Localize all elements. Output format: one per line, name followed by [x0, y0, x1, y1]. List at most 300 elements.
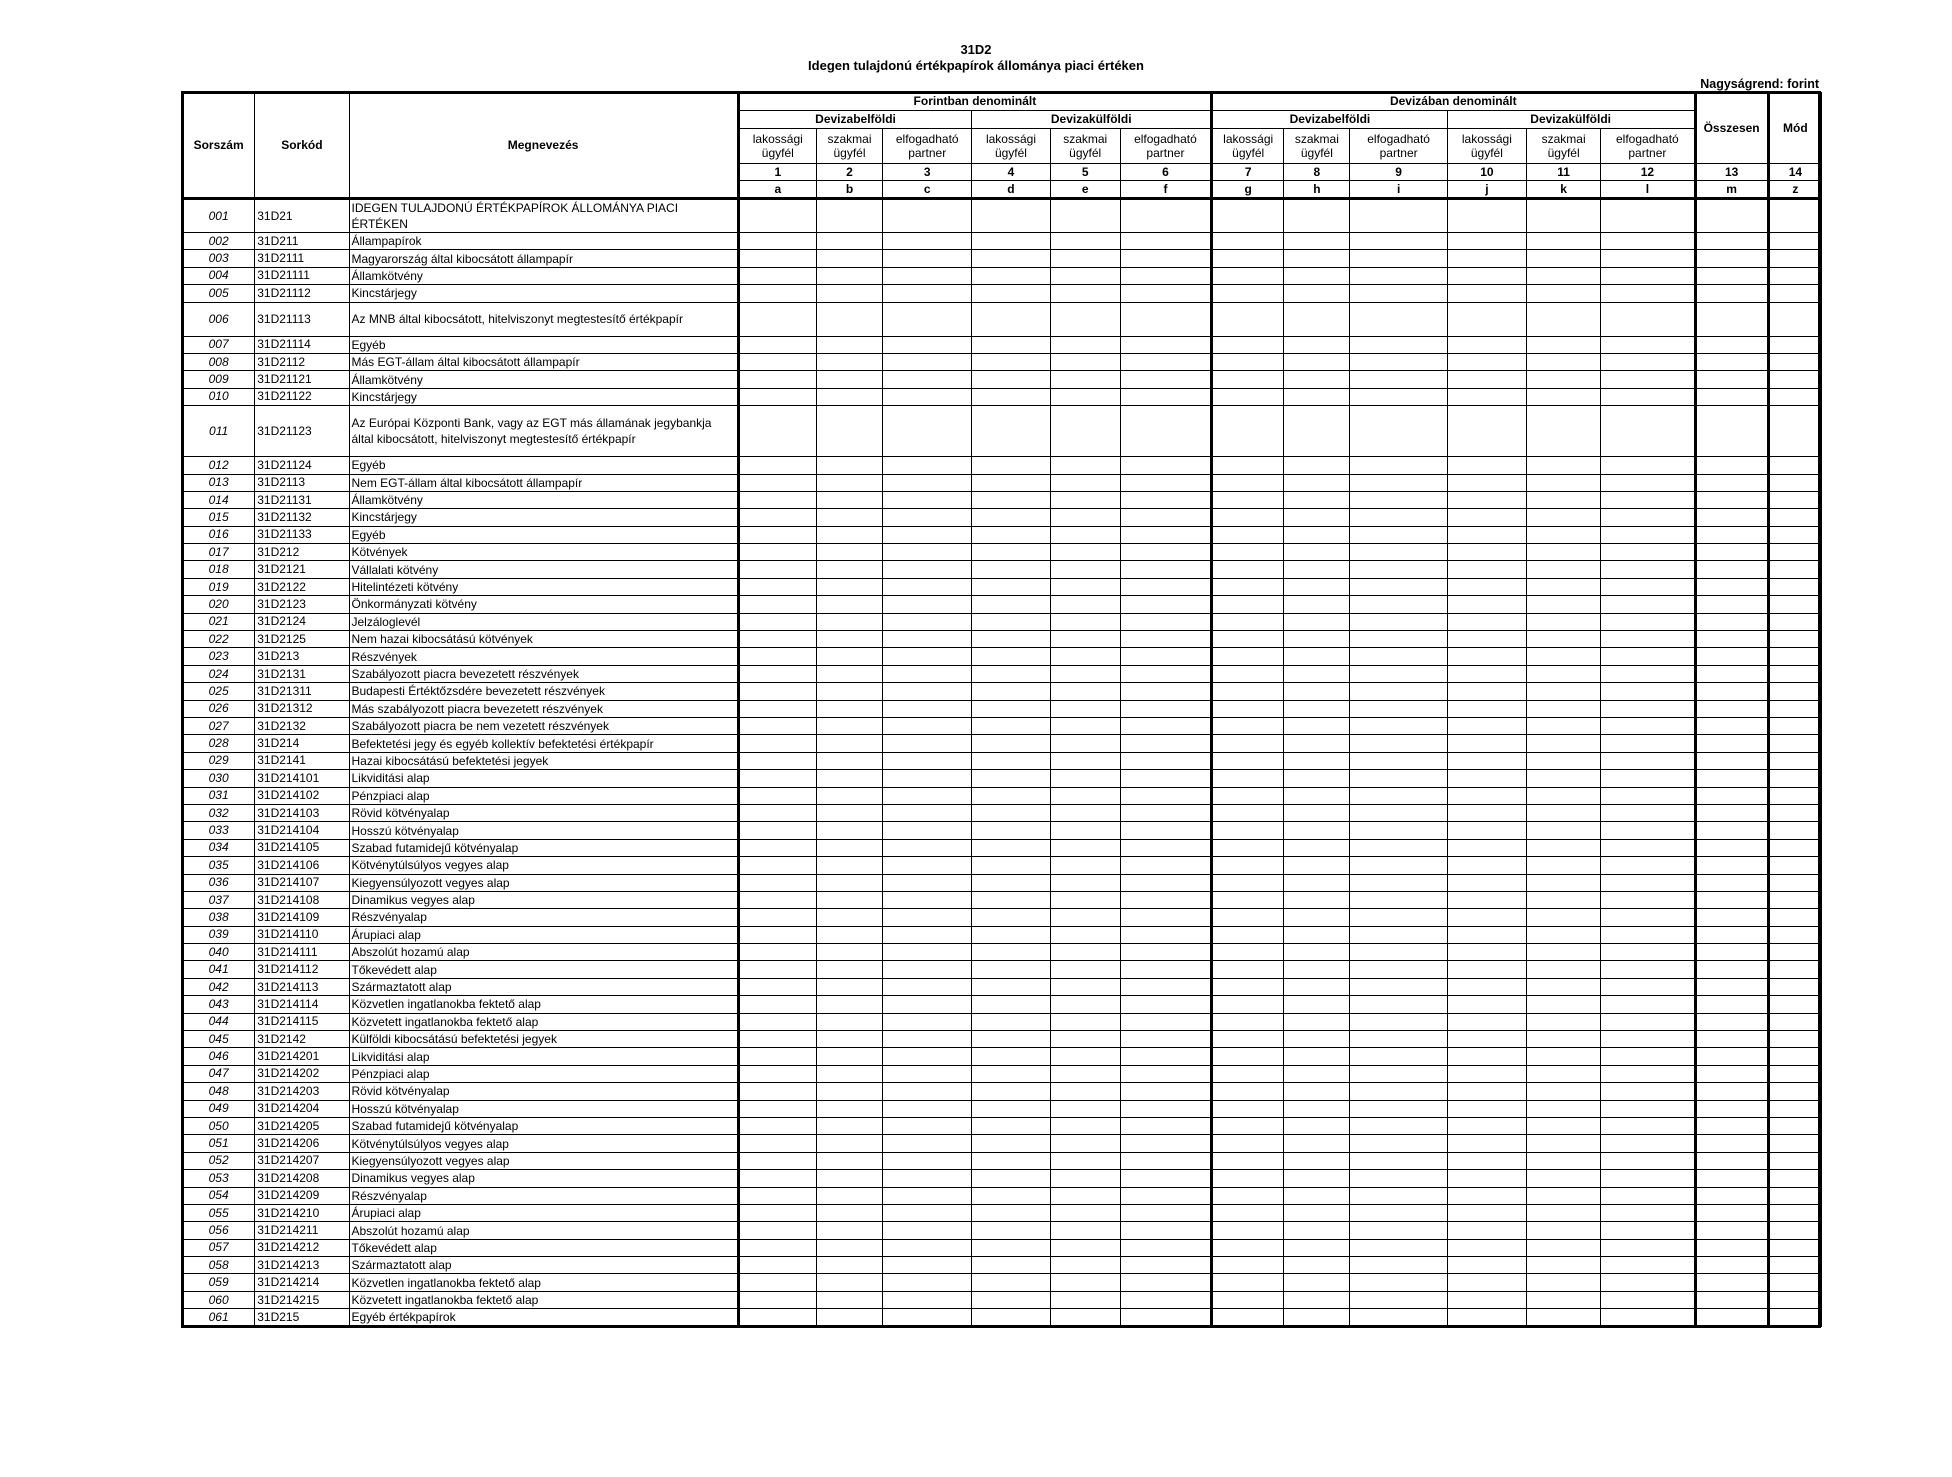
data-cell[interactable]	[1768, 1204, 1821, 1221]
data-cell[interactable]	[1601, 1065, 1695, 1082]
data-cell[interactable]	[738, 1291, 816, 1308]
data-cell[interactable]	[1284, 1152, 1350, 1169]
data-cell[interactable]	[738, 509, 816, 526]
data-cell[interactable]	[1447, 1274, 1526, 1291]
data-cell[interactable]	[1695, 491, 1768, 508]
data-cell[interactable]	[1120, 578, 1211, 595]
data-cell[interactable]	[816, 371, 882, 388]
data-cell[interactable]	[1050, 1031, 1120, 1048]
data-cell[interactable]	[1212, 1309, 1284, 1326]
data-cell[interactable]	[1350, 1135, 1447, 1152]
data-cell[interactable]	[1350, 353, 1447, 370]
data-cell[interactable]	[972, 336, 1050, 353]
data-cell[interactable]	[1527, 752, 1601, 769]
data-cell[interactable]	[1695, 1257, 1768, 1274]
data-cell[interactable]	[1527, 596, 1601, 613]
data-cell[interactable]	[816, 822, 882, 839]
data-cell[interactable]	[1768, 371, 1821, 388]
data-cell[interactable]	[816, 267, 882, 284]
data-cell[interactable]	[1695, 683, 1768, 700]
data-cell[interactable]	[1050, 596, 1120, 613]
data-cell[interactable]	[883, 613, 972, 630]
data-cell[interactable]	[1284, 353, 1350, 370]
data-cell[interactable]	[816, 891, 882, 908]
data-cell[interactable]	[1212, 787, 1284, 804]
data-cell[interactable]	[1768, 1257, 1821, 1274]
data-cell[interactable]	[738, 302, 816, 336]
data-cell[interactable]	[1120, 909, 1211, 926]
data-cell[interactable]	[1212, 267, 1284, 284]
data-cell[interactable]	[1050, 891, 1120, 908]
data-cell[interactable]	[1447, 909, 1526, 926]
data-cell[interactable]	[883, 561, 972, 578]
data-cell[interactable]	[1284, 874, 1350, 891]
data-cell[interactable]	[1447, 1257, 1526, 1274]
data-cell[interactable]	[816, 752, 882, 769]
data-cell[interactable]	[1601, 457, 1695, 474]
data-cell[interactable]	[883, 1031, 972, 1048]
data-cell[interactable]	[1695, 926, 1768, 943]
data-cell[interactable]	[816, 996, 882, 1013]
data-cell[interactable]	[1050, 1152, 1120, 1169]
data-cell[interactable]	[883, 874, 972, 891]
data-cell[interactable]	[1527, 509, 1601, 526]
data-cell[interactable]	[1284, 909, 1350, 926]
data-cell[interactable]	[883, 961, 972, 978]
data-cell[interactable]	[1601, 1117, 1695, 1134]
data-cell[interactable]	[1212, 474, 1284, 491]
data-cell[interactable]	[1120, 717, 1211, 734]
data-cell[interactable]	[1447, 613, 1526, 630]
data-cell[interactable]	[1050, 544, 1120, 561]
data-cell[interactable]	[1212, 406, 1284, 457]
data-cell[interactable]	[972, 1013, 1050, 1030]
data-cell[interactable]	[1695, 336, 1768, 353]
data-cell[interactable]	[1768, 336, 1821, 353]
data-cell[interactable]	[1447, 250, 1526, 267]
data-cell[interactable]	[1601, 735, 1695, 752]
data-cell[interactable]	[1527, 839, 1601, 856]
data-cell[interactable]	[1695, 1291, 1768, 1308]
data-cell[interactable]	[1447, 700, 1526, 717]
data-cell[interactable]	[738, 267, 816, 284]
data-cell[interactable]	[1284, 474, 1350, 491]
data-cell[interactable]	[883, 388, 972, 405]
data-cell[interactable]	[1601, 909, 1695, 926]
data-cell[interactable]	[1212, 1152, 1284, 1169]
data-cell[interactable]	[1120, 648, 1211, 665]
data-cell[interactable]	[972, 1274, 1050, 1291]
data-cell[interactable]	[1695, 1152, 1768, 1169]
data-cell[interactable]	[738, 735, 816, 752]
data-cell[interactable]	[1695, 1083, 1768, 1100]
data-cell[interactable]	[883, 804, 972, 821]
data-cell[interactable]	[883, 770, 972, 787]
data-cell[interactable]	[1527, 544, 1601, 561]
data-cell[interactable]	[1120, 1152, 1211, 1169]
data-cell[interactable]	[1350, 839, 1447, 856]
data-cell[interactable]	[1695, 1100, 1768, 1117]
data-cell[interactable]	[1601, 509, 1695, 526]
data-cell[interactable]	[738, 648, 816, 665]
data-cell[interactable]	[1527, 267, 1601, 284]
data-cell[interactable]	[1350, 526, 1447, 543]
data-cell[interactable]	[1050, 406, 1120, 457]
data-cell[interactable]	[1050, 1274, 1120, 1291]
data-cell[interactable]	[883, 491, 972, 508]
data-cell[interactable]	[1212, 1135, 1284, 1152]
data-cell[interactable]	[972, 509, 1050, 526]
data-cell[interactable]	[972, 1135, 1050, 1152]
data-cell[interactable]	[1120, 996, 1211, 1013]
data-cell[interactable]	[1050, 285, 1120, 302]
data-cell[interactable]	[1447, 770, 1526, 787]
data-cell[interactable]	[1447, 1239, 1526, 1256]
data-cell[interactable]	[1601, 631, 1695, 648]
data-cell[interactable]	[972, 578, 1050, 595]
data-cell[interactable]	[883, 665, 972, 682]
data-cell[interactable]	[1601, 1152, 1695, 1169]
data-cell[interactable]	[1447, 1291, 1526, 1308]
data-cell[interactable]	[738, 787, 816, 804]
data-cell[interactable]	[1350, 1065, 1447, 1082]
data-cell[interactable]	[1601, 406, 1695, 457]
data-cell[interactable]	[1768, 267, 1821, 284]
data-cell[interactable]	[1120, 406, 1211, 457]
data-cell[interactable]	[738, 336, 816, 353]
data-cell[interactable]	[883, 1013, 972, 1030]
data-cell[interactable]	[816, 631, 882, 648]
data-cell[interactable]	[1695, 1222, 1768, 1239]
data-cell[interactable]	[1768, 1152, 1821, 1169]
data-cell[interactable]	[1768, 353, 1821, 370]
data-cell[interactable]	[972, 1100, 1050, 1117]
data-cell[interactable]	[1050, 353, 1120, 370]
data-cell[interactable]	[1350, 199, 1447, 233]
data-cell[interactable]	[1447, 857, 1526, 874]
data-cell[interactable]	[1350, 978, 1447, 995]
data-cell[interactable]	[1601, 353, 1695, 370]
data-cell[interactable]	[1768, 285, 1821, 302]
data-cell[interactable]	[816, 1170, 882, 1187]
data-cell[interactable]	[972, 839, 1050, 856]
data-cell[interactable]	[738, 1257, 816, 1274]
data-cell[interactable]	[1350, 770, 1447, 787]
data-cell[interactable]	[738, 1065, 816, 1082]
data-cell[interactable]	[816, 613, 882, 630]
data-cell[interactable]	[1212, 613, 1284, 630]
data-cell[interactable]	[1447, 839, 1526, 856]
data-cell[interactable]	[1447, 648, 1526, 665]
data-cell[interactable]	[816, 839, 882, 856]
data-cell[interactable]	[1212, 909, 1284, 926]
data-cell[interactable]	[1527, 457, 1601, 474]
data-cell[interactable]	[972, 717, 1050, 734]
data-cell[interactable]	[883, 336, 972, 353]
data-cell[interactable]	[1447, 1309, 1526, 1326]
data-cell[interactable]	[1695, 978, 1768, 995]
data-cell[interactable]	[1120, 1031, 1211, 1048]
data-cell[interactable]	[1050, 526, 1120, 543]
data-cell[interactable]	[972, 996, 1050, 1013]
data-cell[interactable]	[1284, 285, 1350, 302]
data-cell[interactable]	[816, 1117, 882, 1134]
data-cell[interactable]	[1601, 1170, 1695, 1187]
data-cell[interactable]	[1447, 1031, 1526, 1048]
data-cell[interactable]	[1527, 909, 1601, 926]
data-cell[interactable]	[1212, 1083, 1284, 1100]
data-cell[interactable]	[816, 233, 882, 250]
data-cell[interactable]	[1212, 665, 1284, 682]
data-cell[interactable]	[883, 406, 972, 457]
data-cell[interactable]	[1447, 1135, 1526, 1152]
data-cell[interactable]	[883, 1222, 972, 1239]
data-cell[interactable]	[1527, 371, 1601, 388]
data-cell[interactable]	[1768, 1031, 1821, 1048]
data-cell[interactable]	[1527, 353, 1601, 370]
data-cell[interactable]	[1350, 1083, 1447, 1100]
data-cell[interactable]	[1284, 1031, 1350, 1048]
data-cell[interactable]	[738, 891, 816, 908]
data-cell[interactable]	[1284, 1117, 1350, 1134]
data-cell[interactable]	[816, 787, 882, 804]
data-cell[interactable]	[1601, 1031, 1695, 1048]
data-cell[interactable]	[1212, 526, 1284, 543]
data-cell[interactable]	[972, 250, 1050, 267]
data-cell[interactable]	[1284, 1065, 1350, 1082]
data-cell[interactable]	[972, 735, 1050, 752]
data-cell[interactable]	[1120, 285, 1211, 302]
data-cell[interactable]	[1768, 770, 1821, 787]
data-cell[interactable]	[1284, 700, 1350, 717]
data-cell[interactable]	[1527, 561, 1601, 578]
data-cell[interactable]	[1695, 822, 1768, 839]
data-cell[interactable]	[1768, 961, 1821, 978]
data-cell[interactable]	[972, 1083, 1050, 1100]
data-cell[interactable]	[972, 787, 1050, 804]
data-cell[interactable]	[972, 752, 1050, 769]
data-cell[interactable]	[1050, 1100, 1120, 1117]
data-cell[interactable]	[1768, 1170, 1821, 1187]
data-cell[interactable]	[1447, 509, 1526, 526]
data-cell[interactable]	[883, 1257, 972, 1274]
data-cell[interactable]	[883, 1065, 972, 1082]
data-cell[interactable]	[1447, 457, 1526, 474]
data-cell[interactable]	[1284, 752, 1350, 769]
data-cell[interactable]	[1601, 613, 1695, 630]
data-cell[interactable]	[816, 1031, 882, 1048]
data-cell[interactable]	[1695, 371, 1768, 388]
data-cell[interactable]	[1050, 491, 1120, 508]
data-cell[interactable]	[1120, 1222, 1211, 1239]
data-cell[interactable]	[972, 1239, 1050, 1256]
data-cell[interactable]	[1768, 735, 1821, 752]
data-cell[interactable]	[1120, 1117, 1211, 1134]
data-cell[interactable]	[1447, 1048, 1526, 1065]
data-cell[interactable]	[1350, 683, 1447, 700]
data-cell[interactable]	[883, 1100, 972, 1117]
data-cell[interactable]	[1527, 1274, 1601, 1291]
data-cell[interactable]	[1601, 199, 1695, 233]
data-cell[interactable]	[972, 1222, 1050, 1239]
data-cell[interactable]	[816, 596, 882, 613]
data-cell[interactable]	[1350, 457, 1447, 474]
data-cell[interactable]	[1120, 613, 1211, 630]
data-cell[interactable]	[816, 336, 882, 353]
data-cell[interactable]	[1527, 1048, 1601, 1065]
data-cell[interactable]	[1212, 199, 1284, 233]
data-cell[interactable]	[883, 752, 972, 769]
data-cell[interactable]	[1284, 944, 1350, 961]
data-cell[interactable]	[1284, 978, 1350, 995]
data-cell[interactable]	[816, 285, 882, 302]
data-cell[interactable]	[1695, 561, 1768, 578]
data-cell[interactable]	[972, 961, 1050, 978]
data-cell[interactable]	[1447, 996, 1526, 1013]
data-cell[interactable]	[972, 978, 1050, 995]
data-cell[interactable]	[1447, 199, 1526, 233]
data-cell[interactable]	[738, 631, 816, 648]
data-cell[interactable]	[1350, 996, 1447, 1013]
data-cell[interactable]	[1768, 1013, 1821, 1030]
data-cell[interactable]	[1601, 1135, 1695, 1152]
data-cell[interactable]	[1768, 665, 1821, 682]
data-cell[interactable]	[1695, 1170, 1768, 1187]
data-cell[interactable]	[1527, 1117, 1601, 1134]
data-cell[interactable]	[738, 874, 816, 891]
data-cell[interactable]	[816, 857, 882, 874]
data-cell[interactable]	[1768, 874, 1821, 891]
data-cell[interactable]	[1601, 596, 1695, 613]
data-cell[interactable]	[1527, 578, 1601, 595]
data-cell[interactable]	[1284, 457, 1350, 474]
data-cell[interactable]	[1695, 1274, 1768, 1291]
data-cell[interactable]	[883, 1204, 972, 1221]
data-cell[interactable]	[1350, 544, 1447, 561]
data-cell[interactable]	[738, 285, 816, 302]
data-cell[interactable]	[1120, 457, 1211, 474]
data-cell[interactable]	[1212, 926, 1284, 943]
data-cell[interactable]	[1601, 561, 1695, 578]
data-cell[interactable]	[1447, 1222, 1526, 1239]
data-cell[interactable]	[1350, 1291, 1447, 1308]
data-cell[interactable]	[1350, 302, 1447, 336]
data-cell[interactable]	[883, 1291, 972, 1308]
data-cell[interactable]	[1050, 926, 1120, 943]
data-cell[interactable]	[1120, 561, 1211, 578]
data-cell[interactable]	[1601, 683, 1695, 700]
data-cell[interactable]	[1050, 874, 1120, 891]
data-cell[interactable]	[1212, 1031, 1284, 1048]
data-cell[interactable]	[972, 371, 1050, 388]
data-cell[interactable]	[1212, 1222, 1284, 1239]
data-cell[interactable]	[1527, 1257, 1601, 1274]
data-cell[interactable]	[1768, 526, 1821, 543]
data-cell[interactable]	[1350, 388, 1447, 405]
data-cell[interactable]	[816, 509, 882, 526]
data-cell[interactable]	[1284, 509, 1350, 526]
data-cell[interactable]	[816, 1065, 882, 1082]
data-cell[interactable]	[1350, 1274, 1447, 1291]
data-cell[interactable]	[738, 1135, 816, 1152]
data-cell[interactable]	[1601, 891, 1695, 908]
data-cell[interactable]	[1768, 1083, 1821, 1100]
data-cell[interactable]	[1695, 648, 1768, 665]
data-cell[interactable]	[1527, 944, 1601, 961]
data-cell[interactable]	[1350, 371, 1447, 388]
data-cell[interactable]	[1284, 648, 1350, 665]
data-cell[interactable]	[1284, 1100, 1350, 1117]
data-cell[interactable]	[972, 683, 1050, 700]
data-cell[interactable]	[1050, 578, 1120, 595]
data-cell[interactable]	[883, 267, 972, 284]
data-cell[interactable]	[972, 665, 1050, 682]
data-cell[interactable]	[883, 631, 972, 648]
data-cell[interactable]	[883, 978, 972, 995]
data-cell[interactable]	[1284, 1291, 1350, 1308]
data-cell[interactable]	[816, 250, 882, 267]
data-cell[interactable]	[738, 770, 816, 787]
data-cell[interactable]	[883, 857, 972, 874]
data-cell[interactable]	[1447, 961, 1526, 978]
data-cell[interactable]	[1050, 1013, 1120, 1030]
data-cell[interactable]	[1212, 735, 1284, 752]
data-cell[interactable]	[816, 474, 882, 491]
data-cell[interactable]	[1447, 578, 1526, 595]
data-cell[interactable]	[1527, 1309, 1601, 1326]
data-cell[interactable]	[1120, 770, 1211, 787]
data-cell[interactable]	[1601, 1013, 1695, 1030]
data-cell[interactable]	[972, 1117, 1050, 1134]
data-cell[interactable]	[1447, 336, 1526, 353]
data-cell[interactable]	[1284, 561, 1350, 578]
data-cell[interactable]	[1601, 839, 1695, 856]
data-cell[interactable]	[1601, 491, 1695, 508]
data-cell[interactable]	[1212, 804, 1284, 821]
data-cell[interactable]	[1120, 509, 1211, 526]
data-cell[interactable]	[1350, 406, 1447, 457]
data-cell[interactable]	[1447, 735, 1526, 752]
data-cell[interactable]	[1601, 1257, 1695, 1274]
data-cell[interactable]	[883, 544, 972, 561]
data-cell[interactable]	[816, 717, 882, 734]
data-cell[interactable]	[1447, 822, 1526, 839]
data-cell[interactable]	[816, 1274, 882, 1291]
data-cell[interactable]	[1350, 665, 1447, 682]
data-cell[interactable]	[883, 1117, 972, 1134]
data-cell[interactable]	[1527, 874, 1601, 891]
data-cell[interactable]	[972, 700, 1050, 717]
data-cell[interactable]	[738, 978, 816, 995]
data-cell[interactable]	[1284, 891, 1350, 908]
data-cell[interactable]	[1695, 302, 1768, 336]
data-cell[interactable]	[1768, 1291, 1821, 1308]
data-cell[interactable]	[1212, 996, 1284, 1013]
data-cell[interactable]	[972, 388, 1050, 405]
data-cell[interactable]	[1695, 735, 1768, 752]
data-cell[interactable]	[1120, 491, 1211, 508]
data-cell[interactable]	[1695, 285, 1768, 302]
data-cell[interactable]	[738, 909, 816, 926]
data-cell[interactable]	[1350, 944, 1447, 961]
data-cell[interactable]	[1350, 1239, 1447, 1256]
data-cell[interactable]	[1120, 787, 1211, 804]
data-cell[interactable]	[1601, 822, 1695, 839]
data-cell[interactable]	[1050, 613, 1120, 630]
data-cell[interactable]	[1527, 770, 1601, 787]
data-cell[interactable]	[1350, 491, 1447, 508]
data-cell[interactable]	[1050, 561, 1120, 578]
